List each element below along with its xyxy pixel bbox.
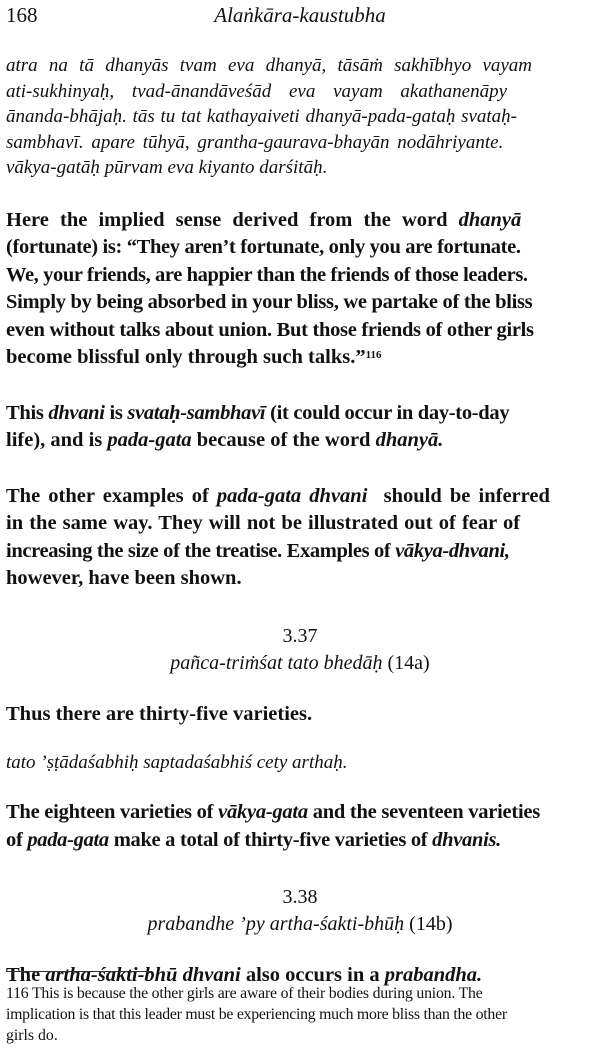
text: and the seventeen varieties — [307, 801, 540, 823]
term: artha-śakti-bhū dhvani — [45, 964, 241, 986]
verse-text: pañca-triṁśat tato bhedāḥ — [170, 651, 383, 674]
footnote-line: implication is that this leader must be experiencing much more bliss than the other — [6, 1006, 507, 1023]
text: The other examples of — [6, 484, 217, 507]
text-line: even without talks about union. But those friends of other girls — [6, 318, 534, 341]
term-dhanya: dhanyā — [458, 208, 522, 231]
verse-3-38 — [6, 884, 594, 938]
translit-line: ānanda-bhājaḥ. tās tu tat kathayaiveti dhanyā-pada-gataḥ svataḥ- — [6, 106, 518, 127]
term: dhvanis. — [432, 828, 501, 851]
text: because of the word — [191, 429, 376, 451]
text: The eighteen varieties of — [6, 801, 219, 823]
translit-line: ati-sukhinyaḥ, tvad-ānandāveśād eva vayam akathanenāpy — [6, 80, 508, 102]
paragraph-other-examples — [6, 483, 594, 593]
text: is — [104, 401, 128, 424]
text: life), and is — [6, 429, 108, 451]
transliterated-commentary — [6, 53, 594, 181]
text: This — [6, 401, 49, 424]
text: become blissful only through such talks.” — [6, 346, 366, 368]
footnote-line: girls do. — [6, 1027, 58, 1044]
verse-3-37 — [6, 623, 594, 677]
running-title: Alaṅkāra-kaustubha — [214, 3, 386, 27]
verse-ref: (14b) — [404, 913, 453, 935]
text: The — [6, 964, 46, 986]
paragraph-dhvani-type — [6, 400, 594, 455]
text: increasing the size of the treatise. Examples of — [6, 539, 396, 562]
verse-text: prabandhe ’py artha-śakti-bhūḥ — [147, 913, 405, 935]
verse-ref: (14a) — [382, 651, 430, 674]
page-header — [0, 0, 600, 32]
footnote-reference[interactable]: 116 — [365, 349, 382, 361]
term: prabandha. — [384, 964, 483, 986]
text: of — [6, 828, 28, 851]
page-number: 168 — [6, 3, 38, 27]
translit-line: atra na tā dhanyās tvam eva dhanyā, tāsāṁ sakhībhyo vayam — [6, 55, 533, 76]
text: should be inferred — [367, 484, 550, 507]
text: make a total of thirty-five varieties of — [108, 828, 433, 851]
text-line: in the same way. They will not be illustrated out of fear of — [6, 512, 521, 534]
term: vākya-gata — [218, 801, 308, 823]
term: pada-gata — [107, 429, 192, 451]
term: pada-gata dhvani — [216, 484, 368, 507]
text-line: however, have been shown. — [6, 567, 242, 589]
commentary-line: tato ’ṣṭādaśabhiḥ saptadaśabhiś cety arthaḥ. — [6, 752, 348, 773]
footnote-116 — [6, 983, 594, 1046]
footnote-line: 116 This is because the other girls are aware of their bodies during union. The — [6, 985, 483, 1002]
text: (it could occur in day-to-day — [265, 401, 510, 424]
verse-number: 3.37 — [282, 624, 318, 647]
translit-line: vākya-gatāḥ pūrvam eva kiyanto darśitāḥ. — [6, 157, 328, 178]
paragraph-implied-sense — [6, 207, 594, 372]
term: dhanyā. — [375, 429, 444, 451]
paragraph-thirty-five: Thus there are thirty-five varieties. — [6, 702, 313, 725]
text: Here the implied sense derived from the word — [6, 208, 459, 231]
text-line: We, your friends, are happier than the friends of those leaders. — [6, 263, 528, 286]
footnote-divider — [6, 971, 152, 972]
term: svataḥ-sambhavī — [127, 401, 266, 424]
page-body — [6, 53, 594, 1018]
text-line: (fortunate) is: “They aren’t fortunate, only you are fortunate. — [6, 236, 521, 258]
text: also occurs in a — [240, 964, 385, 986]
term: vākya-dhvani, — [395, 539, 510, 562]
paragraph-eighteen-varieties — [6, 799, 594, 854]
text-line: Simply by being absorbed in your bliss, we partake of the bliss — [6, 291, 533, 313]
term: dhvani — [48, 401, 105, 424]
term: pada-gata — [27, 828, 109, 851]
verse-number: 3.38 — [282, 886, 318, 908]
translit-line: sambhavī. apare tūhyā, grantha-gaurava-bhayān nodāhriyante. — [6, 131, 504, 153]
